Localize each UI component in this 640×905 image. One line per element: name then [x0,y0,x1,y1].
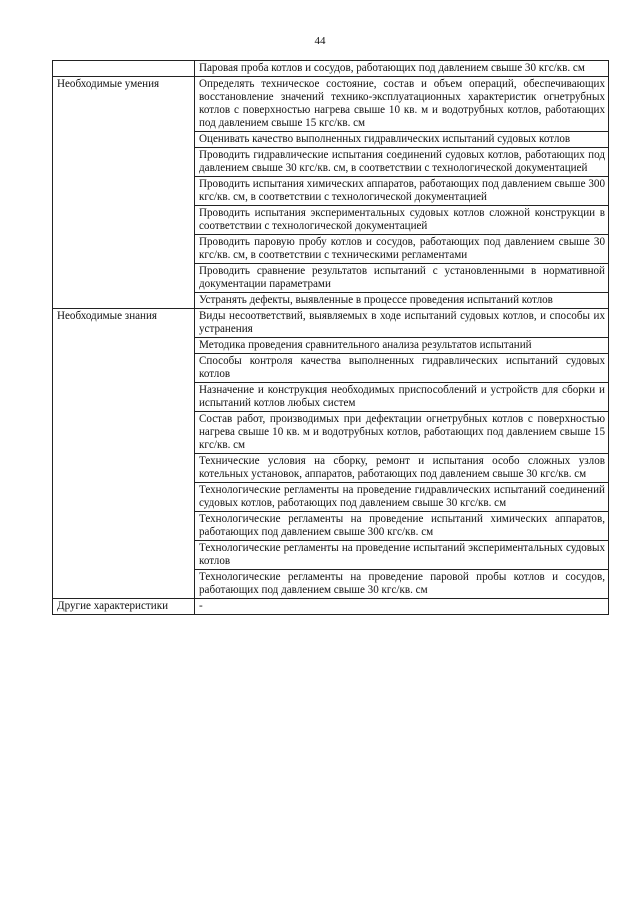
requirement-item: Определять техническое состояние, состав и объем операций, обеспечивающих восстановление значений технико-эксплуатационных характеристик огнетрубных котлов с поверхностью нагрева свыше 10 кв. м и водотрубных котлов, работающих под давлением свыше 15 кгс/кв. см [195,77,609,132]
section-label: Необходимые знания [53,309,195,599]
table-row [53,77,609,132]
page-number: 44 [314,35,326,47]
requirement-item: Проводить испытания экспериментальных судовых котлов сложной конструкции в соответствии с технологической документацией [195,206,609,235]
section-label: Необходимые умения [53,77,195,309]
requirement-item: Технологические регламенты на проведение испытаний химических аппаратов, работающих под давлением свыше 300 кгс/кв. см [195,512,609,541]
requirement-item: Проводить сравнение результатов испытаний с установленными в нормативной документации параметрами [195,264,609,293]
requirement-item: Оценивать качество выполненных гидравлических испытаний судовых котлов [195,132,609,148]
requirement-item: Технические условия на сборку, ремонт и испытания особо сложных узлов котельных установок, аппаратов, работающих под давлением свыше 30 кгс/кв. см [195,454,609,483]
requirement-item: Проводить гидравлические испытания соединений судовых котлов, работающих под давлением свыше 30 кгс/кв. см, в соответствии с технологической документацией [195,148,609,177]
requirement-item: Технологические регламенты на проведение паровой пробы котлов и сосудов, работающих под давлением свыше 30 кгс/кв. см [195,570,609,599]
requirements-table [52,60,609,615]
section-label: Другие характеристики [53,599,195,615]
requirement-item: - [195,599,609,615]
requirement-item: Устранять дефекты, выявленные в процессе проведения испытаний котлов [195,293,609,309]
requirement-item: Технологические регламенты на проведение испытаний экспериментальных судовых котлов [195,541,609,570]
requirement-item: Виды несоответствий, выявляемых в ходе испытаний судовых котлов, и способы их устранения [195,309,609,338]
requirement-item: Назначение и конструкция необходимых приспособлений и устройств для сборки и испытаний котлов любых систем [195,383,609,412]
section-label [53,61,195,77]
requirement-item: Паровая проба котлов и сосудов, работающих под давлением свыше 30 кгс/кв. см [195,61,609,77]
requirement-item: Методика проведения сравнительного анализа результатов испытаний [195,338,609,354]
table-row [53,61,609,77]
requirement-item: Способы контроля качества выполненных гидравлических испытаний судовых котлов [195,354,609,383]
table-body [53,61,609,615]
table-row [53,599,609,615]
requirement-item: Состав работ, производимых при дефектации огнетрубных котлов с поверхностью нагрева свыше 10 кв. м и водотрубных котлов, работающих под давлением свыше 15 кгс/кв. см [195,412,609,454]
requirement-item: Технологические регламенты на проведение гидравлических испытаний соединений судовых котлов, работающих под давлением свыше 30 кгс/кв. см [195,483,609,512]
requirement-item: Проводить испытания химических аппаратов, работающих под давлением свыше 300 кгс/кв. см, в соответствии с технологической документацией [195,177,609,206]
requirement-item: Проводить паровую пробу котлов и сосудов, работающих под давлением свыше 30 кгс/кв. см, в соответствии с техническими регламентами [195,235,609,264]
table-row [53,309,609,338]
